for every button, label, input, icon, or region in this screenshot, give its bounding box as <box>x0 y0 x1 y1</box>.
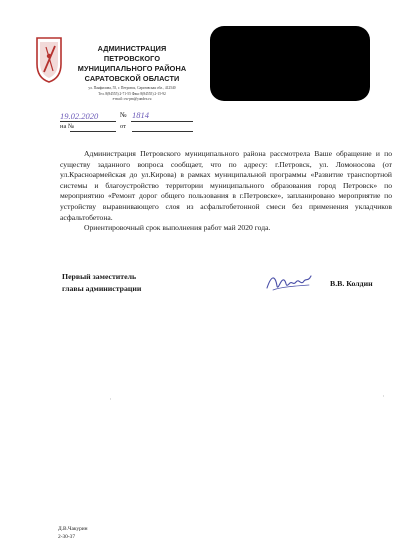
address-line-1: ул. Панфилова, 55, г. Петровск, Саратовская обл., 412540 <box>88 86 176 90</box>
stray-mark: ' <box>110 399 111 404</box>
registration-number-label: № <box>120 111 127 119</box>
registration-number: 1814 <box>132 110 149 120</box>
letter-body <box>60 149 392 234</box>
executor-name: Д.В.Чакурин <box>58 526 88 532</box>
signatory-title-line-2: главы администрации <box>62 283 142 293</box>
signatory-name: В.В. Колдин <box>330 279 373 288</box>
reference-number-label: на № <box>60 123 75 130</box>
stray-mark: ' <box>383 396 384 401</box>
date-underline <box>60 121 116 122</box>
number-underline <box>131 121 193 122</box>
org-name-line-2: ПЕТРОВСКОГО <box>103 54 161 63</box>
reference-number-underline <box>70 131 116 132</box>
org-name-line-4: САРАТОВСКОЙ ОБЛАСТИ <box>84 74 180 83</box>
redacted-recipient-block <box>210 26 370 101</box>
executor-phone: 2-30-37 <box>58 534 76 540</box>
body-paragraph-1: Администрация Петровского муниципального района рассмотрела Ваше обращение и по существу заданного вопроса сообщает, что по адресу: г.Петровск, ул. Ломоносова (от ул.Красноармейская до ул.Кирова) в рамках муниципальной программы «Развитие транспортной системы и благоустройство территории муниципального образования город Петровск» по мероприятию «Ремонт дорог общего пользования в г.Петровске», запланировано мероприятие по устройству выравнивающего слоя из асфальтобетонной смеси без применения укладчиков асфальтобетона. <box>60 149 392 222</box>
registration-date: 19.02.2020 <box>60 111 99 121</box>
reference-date-label: от <box>120 123 127 130</box>
address-line-2: Тел. 8(84555) 2-71-55 Факс 8(84555) 2-15-92 <box>98 91 166 96</box>
signatory-title <box>62 271 141 294</box>
reference-date-underline <box>132 131 193 132</box>
address-line-3: e-mail: ow-pm@yandex.ru <box>112 97 152 102</box>
org-name-line-3: МУНИЦИПАЛЬНОГО РАЙОНА <box>77 64 187 73</box>
org-name-line-1: АДМИНИСТРАЦИЯ <box>97 44 167 53</box>
coat-of-arms-icon <box>34 34 64 84</box>
body-paragraph-2: Ориентировочный срок выполнения работ май 2020 года. <box>84 223 271 233</box>
organization-name <box>70 44 194 84</box>
handwritten-signature <box>265 270 313 294</box>
signatory-title-line-1: Первый заместитель <box>62 272 137 281</box>
organization-address <box>64 86 200 103</box>
